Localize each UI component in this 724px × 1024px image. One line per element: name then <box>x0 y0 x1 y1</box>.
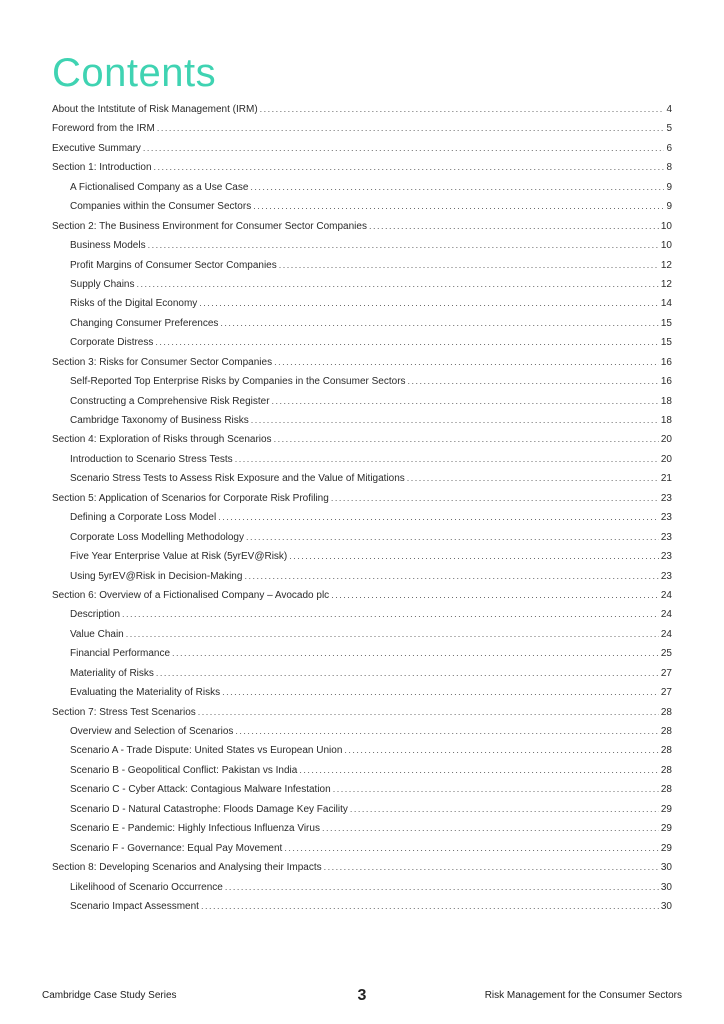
toc-section-entry[interactable] <box>52 139 672 158</box>
toc-section-entry[interactable] <box>52 100 672 119</box>
toc-entry-page-number: 18 <box>660 395 672 407</box>
toc-section-entry[interactable] <box>52 703 672 722</box>
toc-entry-page-number: 12 <box>660 278 672 290</box>
toc-entry-label: Section 3: Risks for Consumer Sector Companies <box>52 356 273 368</box>
toc-entry-label: Section 7: Stress Test Scenarios <box>52 706 196 718</box>
toc-entry-page-number: 14 <box>660 298 672 310</box>
toc-subentry[interactable] <box>52 644 672 663</box>
toc-entry-label: Five Year Enterprise Value at Risk (5yrEV@Risk) <box>70 551 288 563</box>
page-footer <box>42 986 682 1006</box>
toc-entry-label: Evaluating the Materiality of Risks <box>70 687 221 699</box>
toc-entry-page-number: 4 <box>666 104 672 115</box>
dot-leader <box>172 644 659 663</box>
toc-entry-label: Scenario Stress Tests to Assess Risk Exposure and the Value of Mitigations <box>70 473 405 485</box>
toc-subentry[interactable] <box>52 761 672 780</box>
toc-entry-page-number: 28 <box>660 784 672 796</box>
toc-entry-page-number: 24 <box>660 609 672 621</box>
page-number: 3 <box>357 987 367 1004</box>
dot-leader <box>246 528 659 547</box>
toc-subentry[interactable] <box>52 178 672 197</box>
toc-entry-label: Section 6: Overview of a Fictionalised Company – Avocado plc <box>52 589 330 601</box>
toc-entry-label: Risks of the Digital Economy <box>70 298 198 310</box>
dot-leader <box>299 761 659 780</box>
dot-leader <box>284 839 659 858</box>
dot-leader <box>156 664 659 683</box>
toc-entry-label: A Fictionalised Company as a Use Case <box>70 181 249 193</box>
dot-leader <box>154 158 665 177</box>
toc-entry-page-number: 18 <box>660 415 672 426</box>
toc-entry-page-number: 10 <box>660 240 672 252</box>
dot-leader <box>136 275 658 294</box>
dot-leader <box>251 411 659 430</box>
toc-entry-page-number: 28 <box>660 745 672 757</box>
dot-leader <box>220 314 658 333</box>
toc-entry-page-number: 30 <box>660 862 672 874</box>
toc-entry-label: Scenario Impact Assessment <box>70 900 199 912</box>
toc-entry-label: Business Models <box>70 240 146 252</box>
dot-leader <box>201 897 659 916</box>
toc-entry-page-number: 8 <box>666 162 672 174</box>
toc-subentry[interactable] <box>52 372 672 391</box>
dot-leader <box>324 858 659 877</box>
dot-leader <box>369 217 659 236</box>
dot-leader <box>333 780 659 799</box>
toc-entry-label: Cambridge Taxonomy of Business Risks <box>70 415 249 426</box>
toc-section-entry[interactable] <box>52 353 672 372</box>
toc-entry-label: Introduction to Scenario Stress Tests <box>70 453 233 465</box>
dot-leader <box>199 294 659 313</box>
dot-leader <box>331 586 659 605</box>
toc-subentry[interactable] <box>52 528 672 547</box>
toc-entry-label: Section 5: Application of Scenarios for Corporate Risk Profiling <box>52 492 329 504</box>
toc-entry-page-number: 29 <box>660 803 672 815</box>
toc-entry-page-number: 16 <box>660 356 672 368</box>
dot-leader <box>225 878 659 897</box>
toc-entry-page-number: 20 <box>660 453 672 465</box>
footer-document-title: Risk Management for the Consumer Sectors <box>484 990 682 1001</box>
toc-subentry[interactable] <box>52 333 672 352</box>
toc-entry-page-number: 9 <box>666 181 672 193</box>
toc-subentry[interactable] <box>52 839 672 858</box>
toc-entry-label: Section 2: The Business Environment for Consumer Sector Companies <box>52 220 367 232</box>
toc-section-entry[interactable] <box>52 586 672 605</box>
toc-subentry[interactable] <box>52 664 672 683</box>
toc-subentry[interactable] <box>52 450 672 469</box>
toc-entry-label: Scenario F - Governance: Equal Pay Movement <box>70 842 283 854</box>
toc-section-entry[interactable] <box>52 430 672 449</box>
toc-entry-label: Financial Performance <box>70 648 171 660</box>
toc-entry-label: Using 5yrEV@Risk in Decision-Making <box>70 570 243 582</box>
dot-leader <box>222 683 659 702</box>
toc-entry-label: Scenario D - Natural Catastrophe: Floods Damage Key Facility <box>70 803 348 815</box>
toc-entry-label: Supply Chains <box>70 278 135 290</box>
toc-subentry[interactable] <box>52 236 672 255</box>
toc-entry-label: Overview and Selection of Scenarios <box>70 726 234 737</box>
dot-leader <box>274 353 659 372</box>
toc-subentry[interactable] <box>52 275 672 294</box>
dot-leader <box>157 119 665 138</box>
toc-entry-page-number: 15 <box>660 337 672 349</box>
dot-leader <box>235 450 659 469</box>
toc-entry-label: Constructing a Comprehensive Risk Register <box>70 395 270 407</box>
dot-leader <box>122 605 659 624</box>
toc-entry-page-number: 30 <box>660 900 672 912</box>
dot-leader <box>289 547 659 566</box>
toc-subentry[interactable] <box>52 605 672 624</box>
toc-subentry[interactable] <box>52 508 672 527</box>
toc-entry-page-number: 29 <box>660 842 672 854</box>
toc-subentry[interactable] <box>52 683 672 702</box>
toc-entry-page-number: 23 <box>660 531 672 543</box>
toc-section-entry[interactable] <box>52 158 672 177</box>
toc-subentry[interactable] <box>52 469 672 488</box>
toc-subentry[interactable] <box>52 567 672 586</box>
toc-subentry[interactable] <box>52 411 672 430</box>
toc-subentry[interactable] <box>52 197 672 216</box>
dot-leader <box>250 178 664 197</box>
toc-entry-label: Scenario A - Trade Dispute: United States vs European Union <box>70 745 343 757</box>
toc-entry-page-number: 23 <box>660 570 672 582</box>
toc-subentry[interactable] <box>52 897 672 916</box>
dot-leader <box>407 469 659 488</box>
toc-entry-label: Defining a Corporate Loss Model <box>70 512 217 524</box>
toc-subentry[interactable] <box>52 722 672 741</box>
toc-entry-page-number: 29 <box>660 823 672 835</box>
toc-entry-page-number: 20 <box>660 434 672 446</box>
dot-leader <box>350 800 659 819</box>
toc-entry-label: Description <box>70 609 121 621</box>
toc-entry-page-number: 21 <box>660 473 672 485</box>
toc-entry-label: Scenario C - Cyber Attack: Contagious Malware Infestation <box>70 784 331 796</box>
dot-leader <box>408 372 659 391</box>
toc-subentry[interactable] <box>52 819 672 838</box>
toc-entry-page-number: 24 <box>660 628 672 640</box>
toc-entry-label: Changing Consumer Preferences <box>70 317 219 329</box>
toc-subentry[interactable] <box>52 800 672 819</box>
dot-leader <box>260 100 665 119</box>
toc-entry-label: Companies within the Consumer Sectors <box>70 201 252 213</box>
table-of-contents <box>52 100 672 916</box>
footer-series-title: Cambridge Case Study Series <box>42 990 177 1001</box>
toc-subentry[interactable] <box>52 294 672 313</box>
toc-entry-label: Corporate Distress <box>70 337 154 349</box>
toc-entry-page-number: 10 <box>660 220 672 232</box>
toc-entry-page-number: 9 <box>666 201 672 213</box>
toc-entry-label: Foreword from the IRM <box>52 123 155 135</box>
toc-entry-page-number: 5 <box>666 123 672 135</box>
toc-entry-page-number: 23 <box>660 492 672 504</box>
toc-subentry[interactable] <box>52 314 672 333</box>
toc-section-entry[interactable] <box>52 119 672 138</box>
dot-leader <box>148 236 659 255</box>
toc-entry-label: Scenario E - Pandemic: Highly Infectious Influenza Virus <box>70 823 320 835</box>
toc-section-entry[interactable] <box>52 858 672 877</box>
toc-subentry[interactable] <box>52 780 672 799</box>
toc-entry-page-number: 23 <box>660 551 672 563</box>
dot-leader <box>143 139 665 158</box>
dot-leader <box>155 333 659 352</box>
toc-subentry[interactable] <box>52 392 672 411</box>
toc-entry-label: Materiality of Risks <box>70 667 154 679</box>
toc-entry-page-number: 16 <box>660 376 672 388</box>
toc-entry-label: Section 4: Exploration of Risks through Scenarios <box>52 434 272 446</box>
toc-entry-page-number: 24 <box>660 589 672 601</box>
toc-subentry[interactable] <box>52 741 672 760</box>
page-title: Contents <box>52 51 217 95</box>
dot-leader <box>274 430 659 449</box>
toc-subentry[interactable] <box>52 878 672 897</box>
dot-leader <box>235 722 658 741</box>
toc-entry-page-number: 15 <box>660 317 672 329</box>
toc-entry-page-number: 25 <box>660 648 672 660</box>
toc-entry-label: Scenario B - Geopolitical Conflict: Pakistan vs India <box>70 764 298 776</box>
dot-leader <box>331 489 659 508</box>
dot-leader <box>344 741 658 760</box>
toc-section-entry[interactable] <box>52 217 672 236</box>
toc-entry-label: Section 1: Introduction <box>52 162 152 174</box>
dot-leader <box>244 567 658 586</box>
dot-leader <box>198 703 659 722</box>
toc-subentry[interactable] <box>52 625 672 644</box>
dot-leader <box>253 197 664 216</box>
dot-leader <box>218 508 659 527</box>
toc-entry-label: About the Intstitute of Risk Management (IRM) <box>52 104 258 115</box>
dot-leader <box>272 392 659 411</box>
toc-subentry[interactable] <box>52 547 672 566</box>
toc-subentry[interactable] <box>52 256 672 275</box>
toc-entry-label: Executive Summary <box>52 142 141 154</box>
toc-entry-page-number: 28 <box>660 726 672 737</box>
toc-entry-page-number: 28 <box>660 764 672 776</box>
toc-section-entry[interactable] <box>52 489 672 508</box>
toc-entry-page-number: 28 <box>660 706 672 718</box>
toc-entry-label: Profit Margins of Consumer Sector Companies <box>70 259 277 271</box>
toc-entry-label: Likelihood of Scenario Occurrence <box>70 881 223 893</box>
toc-entry-label: Section 8: Developing Scenarios and Analysing their Impacts <box>52 862 322 874</box>
toc-entry-page-number: 6 <box>666 142 672 154</box>
dot-leader <box>126 625 659 644</box>
toc-entry-page-number: 23 <box>660 512 672 524</box>
toc-entry-page-number: 27 <box>660 687 672 699</box>
toc-entry-label: Corporate Loss Modelling Methodology <box>70 531 244 543</box>
dot-leader <box>322 819 659 838</box>
toc-entry-page-number: 27 <box>660 667 672 679</box>
toc-entry-label: Value Chain <box>70 628 124 640</box>
toc-entry-page-number: 30 <box>660 881 672 893</box>
dot-leader <box>279 256 659 275</box>
toc-entry-label: Self-Reported Top Enterprise Risks by Companies in the Consumer Sectors <box>70 376 406 388</box>
toc-entry-page-number: 12 <box>660 259 672 271</box>
